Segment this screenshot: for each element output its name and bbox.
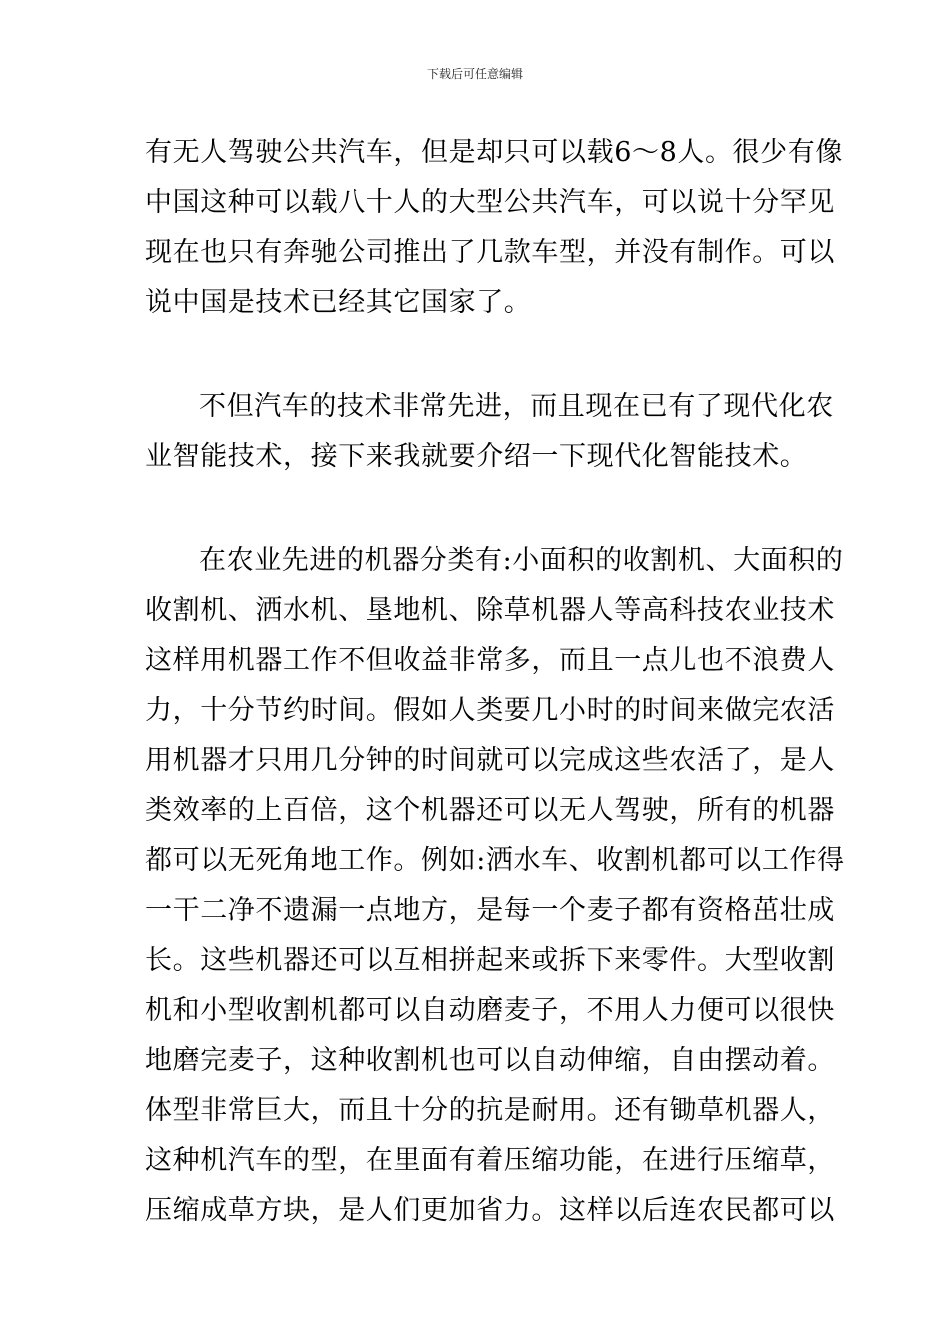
paragraph bbox=[145, 128, 843, 328]
text-line: 体型非常巨大，而且十分的抗是耐用。还有锄草机器人， bbox=[145, 1095, 835, 1126]
text-line: 长。这些机器还可以互相拼起来或拆下来零件。大型收割 bbox=[145, 945, 835, 976]
text-line: 压缩成草方块，是人们更加省力。这样以后连农民都可以 bbox=[145, 1195, 835, 1226]
paragraph-gap bbox=[145, 328, 815, 382]
document-body bbox=[145, 128, 845, 1236]
text-line: 收割机、洒水机、垦地机、除草机器人等高科技农业技术 bbox=[145, 595, 835, 626]
text-line: 都可以无死角地工作。例如:洒水车、收割机都可以工作得 bbox=[145, 845, 845, 876]
text-line: 说中国是技术已经其它国家了。 bbox=[145, 287, 532, 318]
text-line: 这种机汽车的型，在里面有着压缩功能，在进行压缩草， bbox=[145, 1145, 835, 1176]
text-line: 一干二净不遗漏一点地方，是每一个麦子都有资格茁壮成 bbox=[145, 895, 835, 926]
paragraph bbox=[145, 382, 834, 482]
text-line: 这样用机器工作不但收益非常多，而且一点儿也不浪费人 bbox=[145, 645, 835, 676]
text-line: 中国这种可以载八十人的大型公共汽车，可以说十分罕见 bbox=[145, 187, 835, 218]
text-line: 有无人驾驶公共汽车，但是却只可以载6～8人。很少有像 bbox=[145, 137, 843, 168]
text-line: 不但汽车的技术非常先进，而且现在已有了现代化农 bbox=[199, 391, 834, 422]
text-line: 用机器才只用几分钟的时间就可以完成这些农活了，是人 bbox=[145, 745, 835, 776]
text-line: 现在也只有奔驰公司推出了几款车型，并没有制作。可以 bbox=[145, 237, 835, 268]
paragraph bbox=[145, 536, 845, 1236]
text-line: 在农业先进的机器分类有:小面积的收割机、大面积的 bbox=[199, 545, 844, 576]
text-line: 业智能技术，接下来我就要介绍一下现代化智能技术。 bbox=[145, 441, 808, 472]
text-line: 类效率的上百倍，这个机器还可以无人驾驶，所有的机器 bbox=[145, 795, 835, 826]
page-header: 下载后可任意编辑 bbox=[426, 67, 523, 81]
text-line: 机和小型收割机都可以自动磨麦子，不用人力便可以很快 bbox=[145, 995, 835, 1026]
paragraph-gap bbox=[145, 482, 815, 536]
text-line: 力，十分节约时间。假如人类要几小时的时间来做完农活 bbox=[145, 695, 835, 726]
text-line: 地磨完麦子，这种收割机也可以自动伸缩，自由摆动着。 bbox=[145, 1045, 835, 1076]
